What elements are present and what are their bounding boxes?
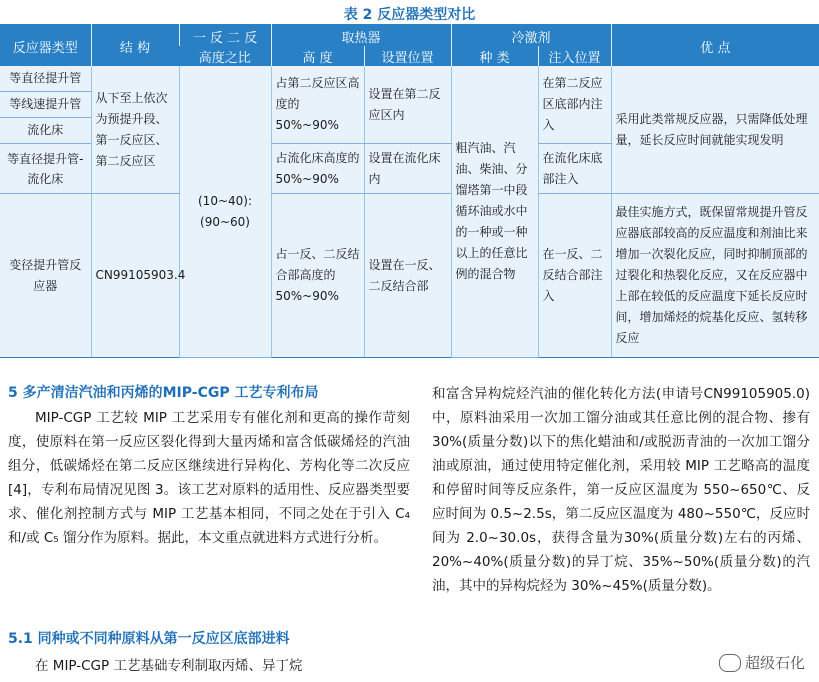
table-cell: 在一反、二反结合部注入 — [538, 194, 611, 358]
section-5-1-title: 5.1 同种或不同种原料从第一反应区底部进料 — [8, 631, 290, 647]
table-cell: 设置在流化床内 — [364, 144, 451, 194]
header-kind: 种 类 — [451, 46, 538, 66]
table-cell: 在流化床底部注入 — [538, 144, 611, 194]
table-cell: 占一反、二反结合部高度的 50%~90% — [271, 194, 364, 358]
header-structure: 结 构 — [91, 24, 179, 66]
table-cell: 占第二反应区高度的 50%~90% — [271, 66, 364, 144]
table-cell: (10~40):(90~60) — [179, 66, 271, 358]
table-cell: 最佳实施方式，既保留常规提升管反应器底部较高的反应温度和剂油比来增加一次裂化反应，同时抑制顶部的过裂化和热裂化反应，又在反应器中上部在较低的反应温度下延长反应时间，增加烯烃的烷基化反应、氢转移反应 — [611, 194, 819, 358]
header-ratio-top: 一 反 二 反 — [179, 24, 271, 46]
header-ratio-bottom: 高度之比 — [179, 46, 271, 66]
header-position: 设置位置 — [364, 46, 451, 66]
table-cell: 从下至上依次为预提升段、第一反应区、第二反应区 — [91, 66, 179, 194]
table-cell: 粗汽油、汽油、柴油、分馏塔第一中段循环油或水中的一种或一种以上的任意比例的混合物 — [451, 66, 538, 358]
table-cell: 流化床 — [0, 118, 91, 144]
section-5-paragraph: MIP-CGP 工艺较 MIP 工艺采用专有催化剂和更高的操作苛刻度，使原料在第一反应区裂化得到大量丙烯和富含低碳烯烃的汽油组分，低碳烯烃在第二反应区继续进行异构化、芳构化等二次反应[4]，专利布局情况见图 3。该工艺对原料的适用性、反应器类型要求、催化剂控制方式与 MIP 工艺基本相同，不同之处在于引入 C₄ 和/或 C₅ 馏分作为原料。据此，本文重点就进料方式进行分析。 — [8, 410, 410, 546]
section-5-title: 5 多产清洁汽油和丙烯的MIP-CGP 工艺专利布局 — [8, 385, 319, 401]
header-heat-remover: 取热器 — [271, 24, 451, 46]
table-cell: 等直径提升管-流化床 — [0, 144, 91, 194]
table-cell: 等直径提升管 — [0, 66, 91, 92]
table-cell: 变径提升管反应器 — [0, 194, 91, 358]
table-caption: 表 2 反应器类型对比 — [343, 7, 476, 23]
header-quench: 冷激剂 — [451, 24, 611, 46]
header-reactor-type: 反应器类型 — [0, 24, 91, 66]
header-advantages: 优 点 — [611, 24, 819, 66]
table-cell: 设置在一反、二反结合部 — [364, 194, 451, 358]
table-cell: 在第二反应区底部内注入 — [538, 66, 611, 144]
table-cell: CN99105903.4 — [91, 194, 179, 358]
table-cell: 占流化床高度的 50%~90% — [271, 144, 364, 194]
header-height: 高 度 — [271, 46, 364, 66]
right-column-paragraph: 和富含异构烷烃汽油的催化转化方法(申请号CN99105905.0)中，原料油采用一次加工馏分油或其任意比例的混合物、掺有 30%(质量分数)以下的焦化蜡油和/或脱沥青油的一次加工馏分油或原油，通过使用特定催化剂，采用较 MIP 工艺略高的温度和停留时间等反应条件，第一反应区温度为 550~650℃、反应时间为 0.5~2.5s，第二反应区温度为 480~550℃，反应时间为 2.0~30.0s，获得含量为30%(质量分数)左右的丙烯、20%~40%(质量分数)的异丁烷、35%~50%(质量分数)的汽油，其中的异构烷烃为 30%~45%(质量分数)。 — [432, 386, 810, 594]
section-5-1-paragraph: 在 MIP-CGP 工艺基础专利制取丙烯、异丁烷 — [35, 658, 303, 674]
table-cell: 设置在第二反应区内 — [364, 66, 451, 144]
wechat-icon — [719, 654, 741, 672]
watermark-text: 超级石化 — [744, 654, 805, 672]
table-cell: 等线速提升管 — [0, 92, 91, 118]
watermark — [719, 652, 805, 673]
table-cell: 采用此类常规反应器，只需降低处理量，延长反应时间就能实现发明 — [611, 66, 819, 194]
header-inject: 注入位置 — [538, 46, 611, 66]
reactor-comparison-table — [0, 24, 819, 358]
